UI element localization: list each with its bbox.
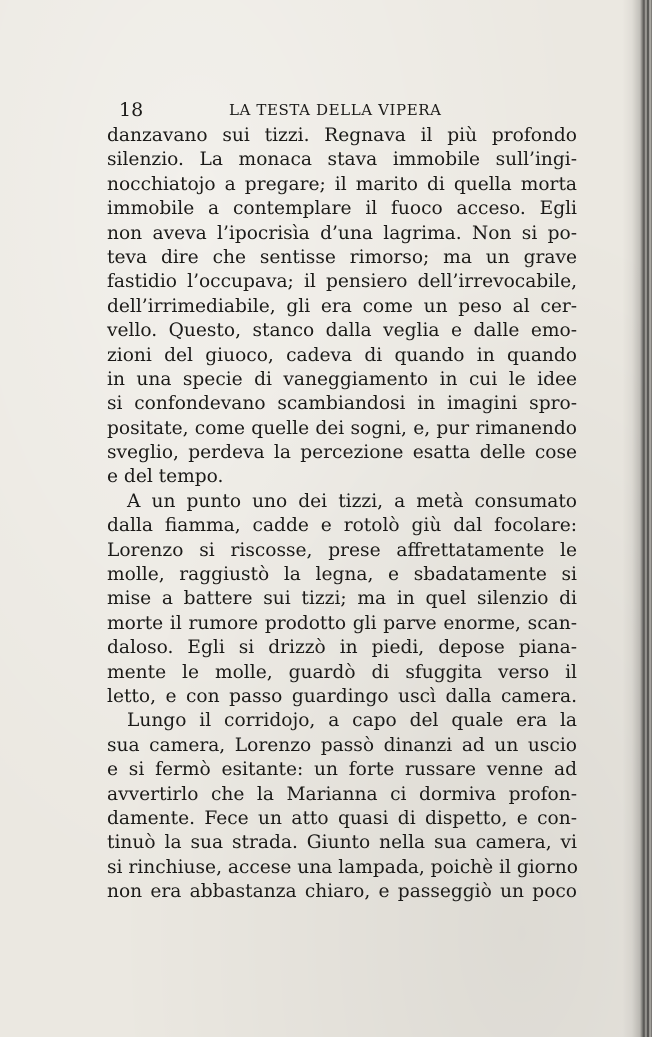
text-line: vello. Questo, stanco dalla veglia e dalle emo- <box>107 320 577 342</box>
text-line: teva dire che sentisse rimorso; ma un grave <box>107 246 577 268</box>
text-line: nocchiatojo a pregare; il marito di quella morta <box>107 173 577 195</box>
text-line: danzavano sui tizzi. Regnava il più profondo <box>107 125 577 146</box>
text-line: avvertirlo che la Marianna ci dormiva profon- <box>107 783 577 805</box>
page-binding-edge <box>622 0 652 1037</box>
paragraph-last-line: e del tempo. <box>107 466 224 488</box>
paragraph-first-line: A un punto uno dei tizzi, a metà consumato <box>127 490 577 512</box>
running-title: LA TESTA DELLA VIPERA <box>229 101 442 119</box>
text-line: positate, come quelle dei sogni, e, pur rimanendo <box>107 417 577 439</box>
text-line: non era abbastanza chiaro, e passeggiò un poco <box>107 881 577 903</box>
text-line: in una specie di vaneggiamento in cui le idee <box>107 368 577 390</box>
text-line: si confondevano scambiandosi in imagini spro- <box>107 393 577 415</box>
text-line: Lorenzo si riscosse, prese affrettatamente le <box>107 539 577 561</box>
running-head <box>107 97 577 123</box>
text-line: dalla fiamma, cadde e rotolò giù dal focolare: <box>107 515 577 537</box>
text-line: morte il rumore prodotto gli parve enorme, scan- <box>107 612 577 634</box>
text-line: silenzio. La monaca stava immobile sull’ingi- <box>107 149 577 171</box>
text-line: zioni del giuoco, cadeva di quando in quando <box>107 344 577 366</box>
text-line: sua camera, Lorenzo passò dinanzi ad un uscio <box>107 734 577 756</box>
page-number: 18 <box>119 99 144 121</box>
text-line: mente le molle, guardò di sfuggita verso il <box>107 661 577 683</box>
text-line: mise a battere sui tizzi; ma in quel silenzio di <box>107 588 577 610</box>
paragraph-last-line: letto, e con passo guardingo uscì dalla camera. <box>107 685 577 707</box>
text-line: molle, raggiustò la legna, e sbadatamente si <box>107 564 577 586</box>
text-line: sveglio, perdeva la percezione esatta delle cose <box>107 442 577 464</box>
text-line: tinuò la sua strada. Giunto nella sua camera, vi <box>107 832 577 854</box>
text-line: si rinchiuse, accese una lampada, poichè il giorno <box>107 856 578 878</box>
text-line: dell’irrimediabile, gli era come un peso al cer- <box>107 295 577 317</box>
text-line: damente. Fece un atto quasi di dispetto, e con- <box>107 807 577 829</box>
text-line: immobile a contemplare il fuoco acceso. Egli <box>107 198 577 220</box>
text-line: e si fermò esitante: un forte russare venne ad <box>107 759 577 781</box>
text-line: daloso. Egli si drizzò in piedi, depose piana- <box>107 637 577 659</box>
text-line: fastidio l’occupava; il pensiero dell’irrevocabile, <box>107 271 577 293</box>
paragraph-first-line: Lungo il corridojo, a capo del quale era la <box>127 710 577 732</box>
text-line: non aveva l’ipocrisìa d’una lagrima. Non si po- <box>107 222 577 244</box>
body-text <box>107 124 577 905</box>
